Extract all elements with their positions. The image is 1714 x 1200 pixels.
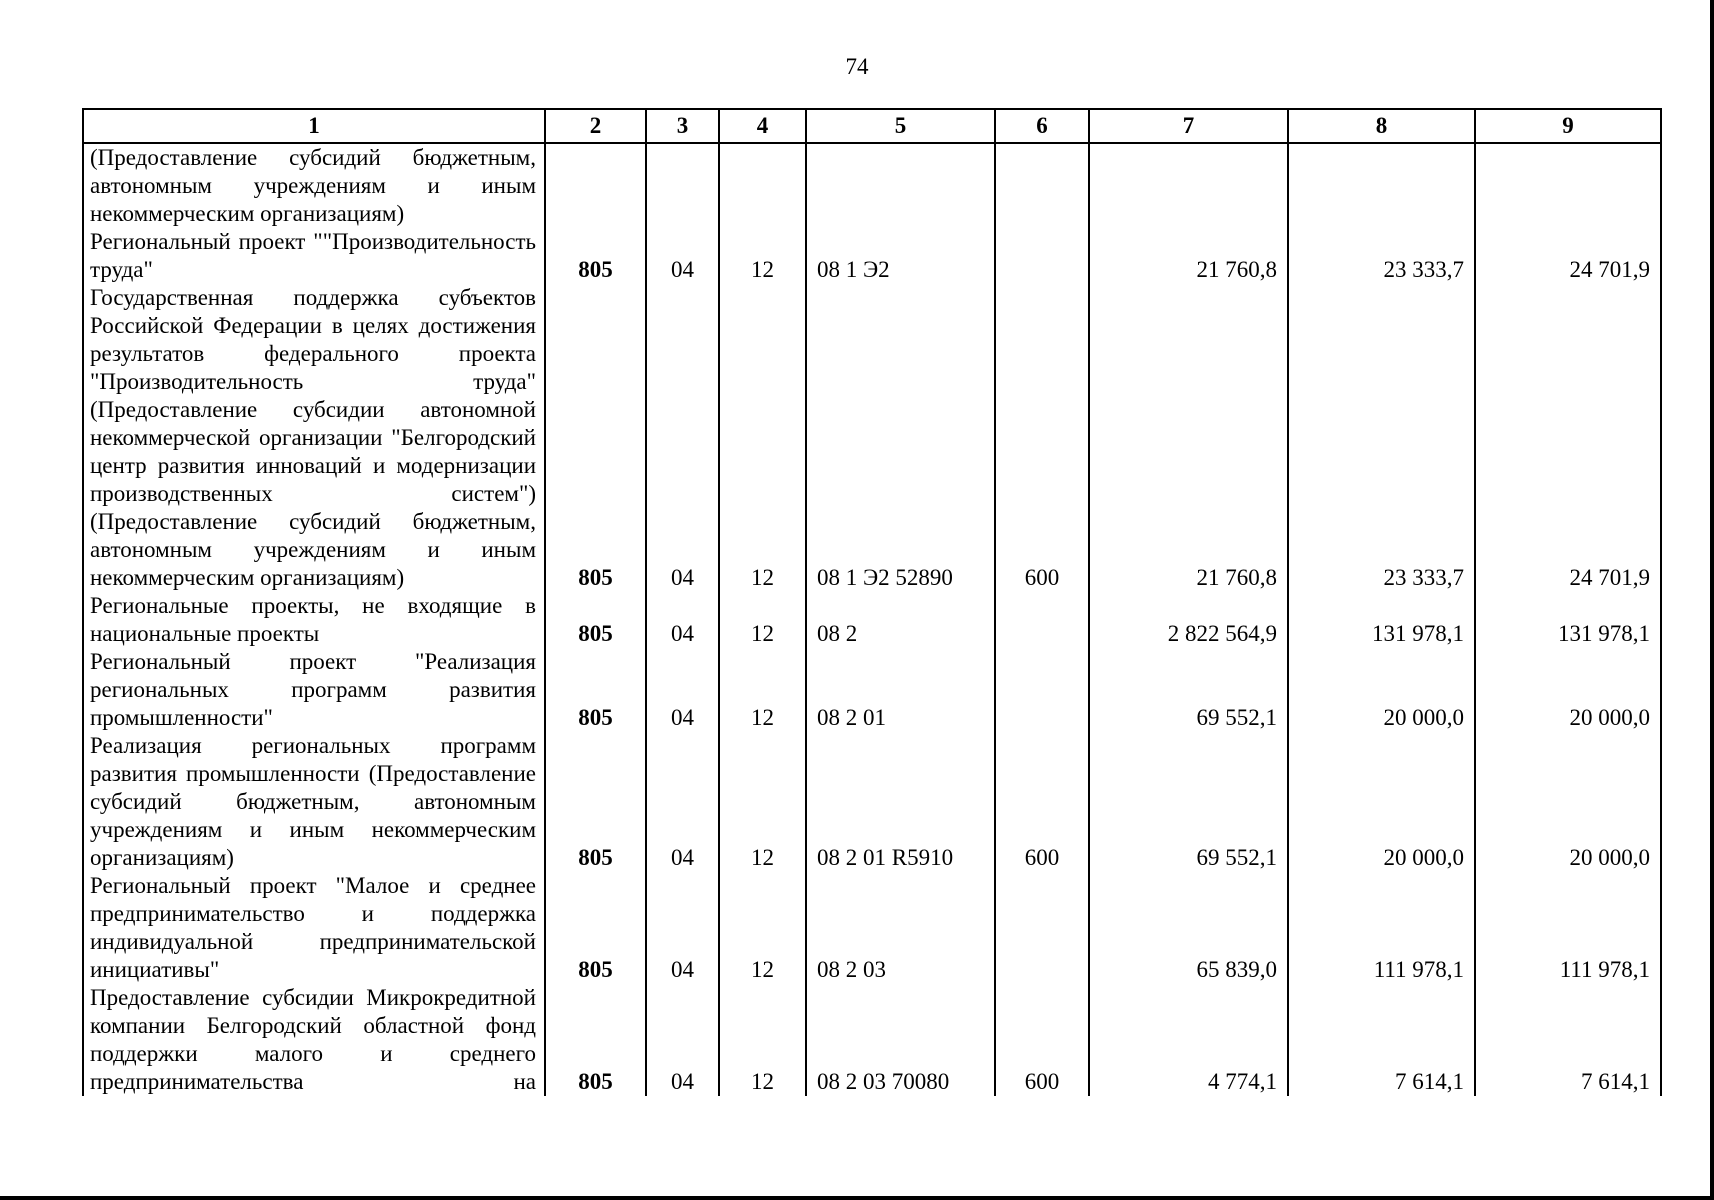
cell-amount-col8: 23 333,7	[1288, 284, 1475, 592]
cell-amount-col9: 24 701,9	[1475, 228, 1661, 284]
cell-amount-col8: 7 614,1	[1288, 984, 1475, 1096]
column-header: 2	[545, 109, 646, 143]
column-header: 7	[1089, 109, 1288, 143]
column-header: 6	[995, 109, 1089, 143]
cell-subsection	[719, 143, 806, 228]
cell-target-item: 08 1 Э2	[806, 228, 995, 284]
cell-amount-col9: 20 000,0	[1475, 732, 1661, 872]
cell-ministry-code: 805	[545, 284, 646, 592]
table-row	[83, 648, 1661, 732]
cell-subsection: 12	[719, 732, 806, 872]
scan-border-right	[1710, 0, 1714, 1200]
scan-border-bottom	[0, 1196, 1714, 1200]
cell-target-item: 08 1 Э2 52890	[806, 284, 995, 592]
cell-ministry-code: 805	[545, 648, 646, 732]
cell-amount-col7: 2 822 564,9	[1089, 592, 1288, 648]
table-row	[83, 143, 1661, 228]
row-description	[83, 872, 545, 984]
cell-ministry-code: 805	[545, 872, 646, 984]
row-description	[83, 143, 545, 228]
cell-subsection: 12	[719, 228, 806, 284]
cell-ministry-code: 805	[545, 228, 646, 284]
row-description-text: Региональный проект "Малое и среднее предпринимательство и поддержка индивидуальной предпринимательской инициативы"	[90, 873, 536, 982]
cell-expense-type: 600	[995, 732, 1089, 872]
cell-expense-type	[995, 592, 1089, 648]
table-row	[83, 284, 1661, 592]
column-header: 8	[1288, 109, 1475, 143]
cell-expense-type: 600	[995, 284, 1089, 592]
row-description-text: Предоставление субсидии Микрокредитной компании Белгородский областной фонд поддержки малого и среднего предпринимательства на	[90, 985, 536, 1094]
cell-amount-col9: 20 000,0	[1475, 648, 1661, 732]
cell-amount-col7: 69 552,1	[1089, 732, 1288, 872]
cell-section: 04	[646, 592, 719, 648]
row-description-text: (Предоставление субсидий бюджетным, автономным учреждениям и иным некоммерческим организациям)	[90, 145, 536, 226]
row-description-text: Региональные проекты, не входящие в национальные проекты	[90, 593, 536, 646]
cell-target-item: 08 2 01	[806, 648, 995, 732]
row-description	[83, 984, 545, 1096]
column-header: 3	[646, 109, 719, 143]
table-row	[83, 872, 1661, 984]
cell-target-item	[806, 143, 995, 228]
row-description	[83, 228, 545, 284]
cell-amount-col7: 4 774,1	[1089, 984, 1288, 1096]
cell-amount-col8: 23 333,7	[1288, 228, 1475, 284]
header-row	[83, 109, 1661, 143]
row-description-text: Реализация региональных программ развития промышленности (Предоставление субсидий бюджетным, автономным учреждениям и иным некоммерческим организациям)	[90, 733, 536, 870]
cell-section: 04	[646, 732, 719, 872]
cell-amount-col7	[1089, 143, 1288, 228]
cell-section	[646, 143, 719, 228]
row-description	[83, 732, 545, 872]
table-row	[83, 984, 1661, 1096]
cell-amount-col8: 20 000,0	[1288, 732, 1475, 872]
row-description-text: Региональный проект "Реализация региональных программ развития промышленности"	[90, 649, 536, 730]
column-header: 9	[1475, 109, 1661, 143]
table-row	[83, 592, 1661, 648]
cell-target-item: 08 2 03	[806, 872, 995, 984]
cell-amount-col7: 21 760,8	[1089, 284, 1288, 592]
cell-expense-type	[995, 872, 1089, 984]
cell-amount-col8: 111 978,1	[1288, 872, 1475, 984]
table-body	[83, 143, 1661, 1096]
cell-amount-col8: 20 000,0	[1288, 648, 1475, 732]
cell-amount-col9: 131 978,1	[1475, 592, 1661, 648]
cell-expense-type: 600	[995, 984, 1089, 1096]
cell-expense-type	[995, 648, 1089, 732]
cell-subsection: 12	[719, 592, 806, 648]
cell-amount-col8	[1288, 143, 1475, 228]
cell-amount-col8: 131 978,1	[1288, 592, 1475, 648]
cell-subsection: 12	[719, 984, 806, 1096]
cell-target-item: 08 2 03 70080	[806, 984, 995, 1096]
cell-target-item: 08 2 01 R5910	[806, 732, 995, 872]
cell-section: 04	[646, 872, 719, 984]
cell-amount-col7: 65 839,0	[1089, 872, 1288, 984]
cell-ministry-code	[545, 143, 646, 228]
cell-expense-type	[995, 143, 1089, 228]
cell-ministry-code: 805	[545, 592, 646, 648]
cell-amount-col7: 69 552,1	[1089, 648, 1288, 732]
cell-amount-col9: 24 701,9	[1475, 284, 1661, 592]
row-description-text: Государственная поддержка субъектов Российской Федерации в целях достижения результатов федерального проекта "Производительность труда" (Предоставление субсидии автономной некоммерческой организации "Белгородский центр развития инноваций и модернизации производственных систем") (Предоставление субсидий бюджетным, автономным учреждениям и иным некоммерческим организациям)	[90, 285, 536, 590]
cell-ministry-code: 805	[545, 984, 646, 1096]
cell-section: 04	[646, 284, 719, 592]
table-row	[83, 732, 1661, 872]
cell-subsection: 12	[719, 872, 806, 984]
table-row	[83, 228, 1661, 284]
page-number: 74	[845, 54, 869, 79]
column-header: 4	[719, 109, 806, 143]
row-description	[83, 284, 545, 592]
cell-ministry-code: 805	[545, 732, 646, 872]
cell-subsection: 12	[719, 648, 806, 732]
cell-expense-type	[995, 228, 1089, 284]
row-description-text: Региональный проект ""Производительность труда"	[90, 229, 536, 282]
cell-target-item: 08 2	[806, 592, 995, 648]
cell-section: 04	[646, 228, 719, 284]
column-header: 5	[806, 109, 995, 143]
column-header: 1	[83, 109, 545, 143]
cell-subsection: 12	[719, 284, 806, 592]
cell-amount-col9	[1475, 143, 1661, 228]
cell-section: 04	[646, 648, 719, 732]
row-description	[83, 648, 545, 732]
cell-amount-col9: 7 614,1	[1475, 984, 1661, 1096]
budget-table	[82, 108, 1662, 1096]
row-description	[83, 592, 545, 648]
cell-amount-col9: 111 978,1	[1475, 872, 1661, 984]
cell-amount-col7: 21 760,8	[1089, 228, 1288, 284]
cell-section: 04	[646, 984, 719, 1096]
